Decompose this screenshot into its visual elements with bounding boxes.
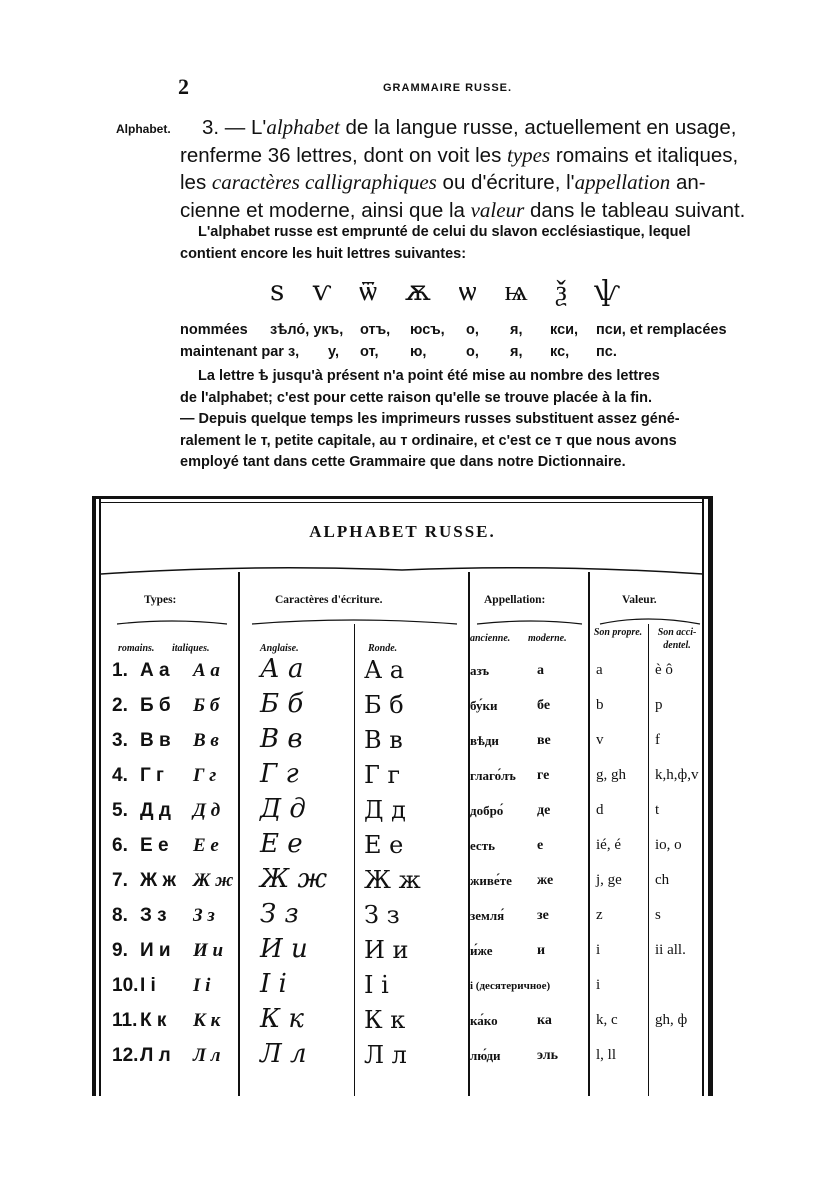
margin-note: Alphabet.	[116, 122, 171, 136]
cell-acc: io, o	[655, 837, 682, 853]
slavonic-letter: ѩ	[504, 274, 528, 307]
cell-acc: k,h,ф,v	[655, 767, 699, 783]
cell-ron: К к	[364, 1006, 406, 1034]
cell-ron: Л л	[364, 1041, 407, 1069]
cell-mod: же	[537, 873, 554, 888]
cell-ang: В в	[260, 724, 303, 754]
cell-rom: З з	[140, 905, 167, 926]
para3-line-4: cienne et moderne, ainsi que la valeur dans le tableau suivant.	[180, 197, 746, 222]
cell-rom: Л л	[140, 1045, 171, 1066]
header-ecriture: Caractères d'écriture.	[275, 594, 383, 606]
cell-acc: gh, ф	[655, 1012, 688, 1028]
lettre-line-1: La lettre ѣ jusqu'à présent n'a point été mise au nombre des lettres	[198, 368, 660, 384]
para3-line-3: les caractères calligraphiques ou d'écriture, l'appellation an-	[180, 170, 706, 194]
cell-anc: і (десятеричное)	[470, 980, 551, 992]
cell-anc: азъ	[470, 663, 490, 678]
slavonic-letter: ѕ	[270, 274, 285, 307]
cell-num: 7.	[112, 870, 128, 891]
table-title: ALPHABET RUSSE.	[309, 522, 496, 541]
cell-rom: А а	[140, 660, 170, 681]
running-title: GRAMMAIRE RUSSE.	[383, 82, 513, 94]
cell-son: k, c	[596, 1012, 618, 1028]
cell-ita: Е е	[193, 835, 219, 856]
cell-ron: В в	[364, 726, 403, 754]
cell-num: 10.	[112, 975, 139, 996]
cell-ita: Л л	[193, 1045, 221, 1066]
cell-acc: f	[655, 732, 660, 748]
sub-moderne: moderne.	[528, 633, 567, 644]
slavonic-letter: ѯ	[555, 274, 567, 307]
slavonic-letters	[270, 274, 620, 308]
cell-rom: Е е	[140, 835, 169, 856]
header-divider	[101, 564, 703, 576]
name-item: отъ,	[360, 322, 391, 338]
cell-rom: К к	[140, 1010, 167, 1031]
repl-item: о,	[466, 344, 479, 360]
cell-anc: есть	[470, 838, 495, 853]
cell-son: g, gh	[596, 767, 626, 783]
repl-item: я,	[510, 344, 523, 360]
cell-rom: Д д	[140, 800, 171, 821]
cell-num: 4.	[112, 765, 128, 786]
slavonic-letter: ѫ	[404, 274, 431, 307]
repl-item: пс.	[596, 344, 617, 360]
lettre-line-4: ralement le т, petite capitale, au т ordinaire, et c'est ce т que nous avons	[180, 432, 677, 449]
slavon-line-2: contient encore les huit lettres suivantes:	[180, 245, 467, 262]
cell-mod: е	[537, 838, 544, 853]
sub-ancienne: ancienne.	[470, 633, 511, 644]
cell-acc: è ô	[655, 662, 673, 678]
table-border	[99, 502, 704, 503]
cell-ang: Д д	[260, 794, 306, 824]
cell-num: 9.	[112, 940, 128, 961]
cell-ita: Ж ж	[193, 870, 234, 891]
cell-anc: глаго́лъ	[470, 768, 516, 783]
cell-son: z	[596, 907, 603, 923]
cell-ron: Г г	[364, 761, 401, 789]
cell-ron: Б б	[364, 691, 404, 719]
name-item: юсъ,	[410, 322, 445, 338]
sub-son-propre: Son propre.	[593, 627, 643, 638]
cell-ang: И и	[260, 934, 308, 964]
cell-mod: и	[537, 943, 546, 958]
cell-acc: ch	[655, 872, 670, 888]
cell-ita: В в	[193, 730, 219, 751]
cell-rom: В в	[140, 730, 171, 751]
cell-ron: І і	[364, 971, 389, 999]
cell-son: b	[596, 697, 604, 713]
cell-rom: Ж ж	[140, 870, 176, 891]
cell-ang: Б б	[260, 689, 304, 719]
cell-acc: t	[655, 802, 660, 818]
lettre-line-5: employé tant dans cette Grammaire que dans notre Dictionnaire.	[180, 454, 626, 470]
repl-item: кс,	[550, 344, 570, 360]
sub-anglaise: Anglaise.	[260, 643, 299, 654]
cell-anc: бу́ки	[470, 698, 498, 713]
cell-ita: Б б	[193, 695, 220, 716]
sub-son-accidentel: Son acci- dentel.	[657, 627, 697, 651]
cell-ang: А а	[260, 654, 304, 684]
cell-ron: И и	[364, 936, 409, 964]
cell-rom: Г г	[140, 765, 164, 786]
name-item: о,	[466, 322, 479, 338]
paragraph-3	[180, 114, 746, 224]
cell-num: 12.	[112, 1045, 139, 1066]
cell-ron: Д д	[364, 796, 406, 824]
cell-ron: Ж ж	[364, 866, 421, 894]
cell-ang: З з	[260, 899, 299, 929]
cell-son: d	[596, 802, 604, 818]
cell-anc: вѣди	[470, 733, 499, 748]
slavonic-letter: ѿ	[359, 274, 378, 307]
cell-ang: І і	[260, 969, 287, 999]
cell-mod: зе	[537, 908, 549, 923]
cell-ron: З з	[364, 901, 400, 929]
cell-ita: Д д	[193, 800, 221, 821]
cell-son: v	[596, 732, 604, 748]
repl-item: от,	[360, 344, 379, 360]
name-item: кси,	[550, 322, 579, 338]
cell-ron: А а	[364, 656, 405, 684]
cell-num: 5.	[112, 800, 128, 821]
header-types: Types:	[144, 594, 177, 606]
header-appellation: Appellation:	[484, 594, 546, 606]
para3-line-2: renferme 36 lettres, dont on voit les types romains et italiques,	[180, 142, 739, 167]
sub-italiques: italiques.	[172, 643, 210, 654]
slavon-line-1: L'alphabet russe est emprunté de celui du slavon ecclésiastique, lequel	[198, 224, 691, 240]
cell-mod: бе	[537, 698, 551, 713]
maintenant-label: maintenant par з,	[180, 344, 300, 360]
table-row	[92, 1039, 713, 1081]
table-border	[92, 496, 713, 499]
cell-anc: живе́те	[470, 873, 512, 888]
paragraph-slavon	[180, 222, 720, 265]
name-item: зѣло́, укъ,	[270, 322, 344, 338]
paragraph-lettre	[180, 366, 720, 474]
cell-acc: p	[655, 697, 663, 713]
slavonic-letter: ѡ	[458, 274, 477, 307]
alphabet-table	[92, 496, 714, 1096]
cell-ang: Ж ж	[260, 864, 328, 894]
cell-ron: Е е	[364, 831, 404, 859]
cell-anc: лю́ди	[470, 1048, 501, 1063]
cell-rom: И и	[140, 940, 171, 961]
page-number: 2	[178, 74, 189, 99]
name-item: пси, et remplacées	[596, 322, 727, 338]
repl-item: у,	[328, 344, 340, 360]
cell-num: 6.	[112, 835, 128, 856]
cell-mod: ве	[537, 733, 551, 748]
cell-ita: И и	[193, 940, 224, 961]
cell-acc: ii all.	[655, 942, 686, 958]
slavonic-letter: ѱ	[594, 274, 620, 307]
cell-ita: А а	[193, 660, 220, 681]
sub-ronde: Ronde.	[368, 643, 398, 654]
table-row	[92, 724, 713, 766]
cell-mod: де	[537, 803, 551, 818]
cell-son: a	[596, 662, 603, 678]
cell-son: ié, é	[596, 837, 621, 853]
cell-ita: Г г	[193, 765, 217, 786]
cell-mod: а	[537, 663, 544, 678]
cell-son: l, ll	[596, 1047, 617, 1063]
cell-acc: s	[655, 907, 661, 923]
cell-ita: К к	[193, 1010, 221, 1031]
cell-anc: земля́	[470, 908, 505, 923]
cell-num: 8.	[112, 905, 128, 926]
cell-son: i	[596, 942, 601, 958]
cell-son: i	[596, 977, 601, 993]
cell-mod: эль	[537, 1048, 559, 1063]
nommees-label: nommées	[180, 322, 248, 338]
cell-anc: ка́ко	[470, 1013, 498, 1028]
cell-mod: ге	[537, 768, 550, 783]
slavonic-letter: ѵ	[312, 274, 332, 307]
cell-num: 2.	[112, 695, 128, 716]
cell-anc: и́же	[470, 943, 493, 958]
header-valeur: Valeur.	[622, 594, 657, 606]
lettre-line-2: de l'alphabet; c'est pour cette raison qu'elle se trouve placée à la fin.	[180, 389, 653, 406]
cell-ita: І і	[193, 975, 211, 996]
cell-ang: Е е	[260, 829, 303, 859]
cell-num: 11.	[112, 1010, 138, 1031]
sub-romains: romains.	[118, 643, 155, 654]
cell-anc: добро́	[470, 803, 504, 818]
cell-ita: З з	[193, 905, 215, 926]
cell-ang: Л л	[260, 1039, 307, 1069]
cell-rom: Б б	[140, 695, 171, 716]
para3-line-1: 3. — L'alphabet de la langue russe, actuellement en usage,	[202, 115, 737, 139]
repl-item: ю,	[410, 344, 427, 360]
name-item: я,	[510, 322, 523, 338]
cell-mod: ка	[537, 1013, 552, 1028]
cell-ang: К к	[260, 1004, 304, 1034]
lettre-line-3: — Depuis quelque temps les imprimeurs russes substituent assez géné-	[180, 411, 680, 427]
cell-num: 1.	[112, 660, 128, 681]
table-row	[92, 934, 713, 976]
cell-ang: Г г	[260, 759, 299, 789]
cell-son: j, ge	[596, 872, 622, 888]
cell-rom: І і	[140, 975, 156, 996]
cell-num: 3.	[112, 730, 128, 751]
table-row	[92, 864, 713, 906]
